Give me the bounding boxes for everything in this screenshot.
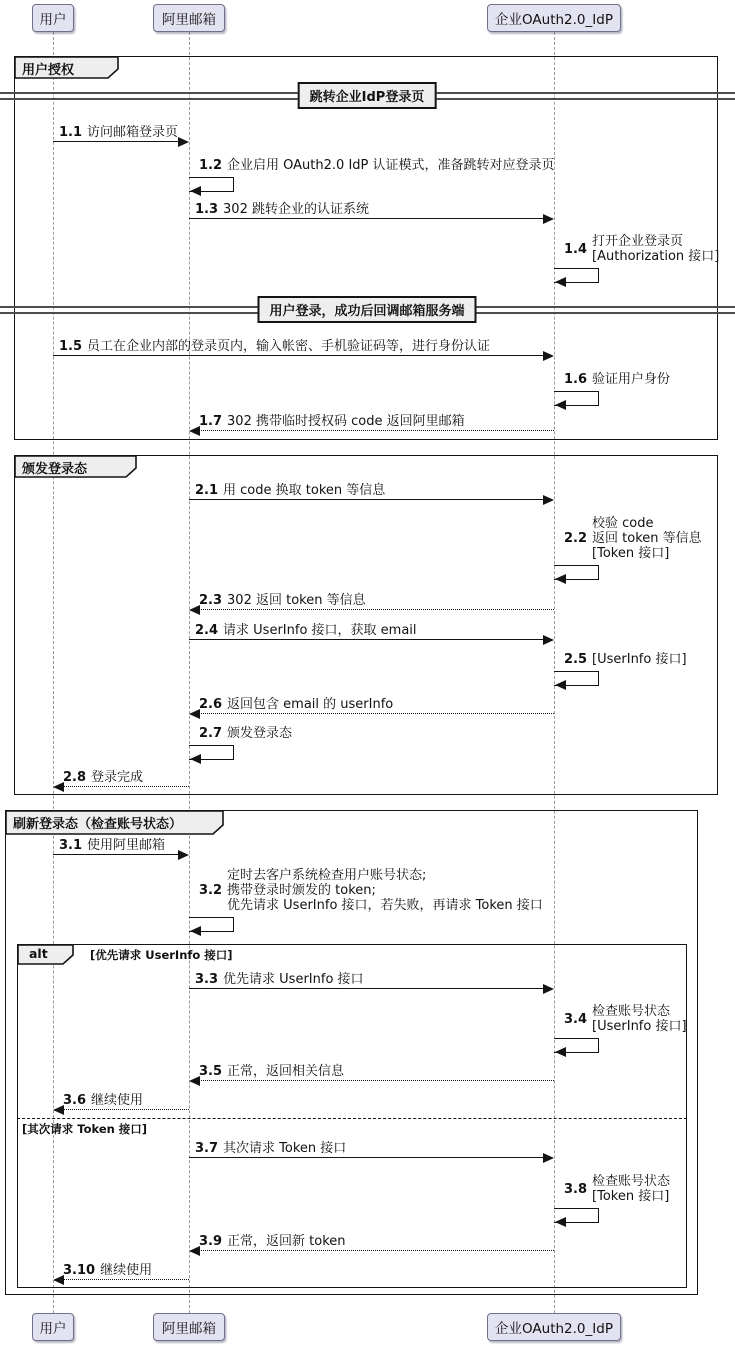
self-arrowhead-2.7 (190, 754, 201, 764)
message-1.1-number: 1.1 (59, 125, 83, 140)
message-3.2-line-2: 携带登录时颁发的 token; (227, 883, 376, 898)
arrow-3.1 (53, 854, 179, 855)
message-2.2-line-2: 返回 token 等信息 (592, 531, 702, 546)
message-2.4-text: 请求 UserInfo 接口，获取 email (223, 623, 417, 638)
arrow-3.3 (189, 988, 544, 989)
message-1.4-line-1: 打开企业登录页 (592, 234, 684, 249)
message-3.1 (59, 838, 165, 853)
message-1.6-line-1: 验证用户身份 (592, 372, 671, 387)
message-1.5 (59, 339, 490, 354)
alt-branch2-condition: [其次请求 Token 接口] (22, 1122, 148, 1136)
message-3.5 (199, 1064, 344, 1079)
self-arrowhead-3.2 (190, 926, 201, 936)
participant-enterprise-idp-bottom (487, 1313, 621, 1341)
message-1.1-text: 访问邮箱登录页 (87, 125, 179, 140)
message-2.4-number: 2.4 (195, 623, 219, 638)
message-1.2 (199, 158, 555, 173)
message-2.8 (63, 770, 143, 785)
message-3.5-number: 3.5 (199, 1064, 223, 1079)
message-2.2-line-1: 校验 code (592, 516, 654, 531)
participant-user-top (32, 4, 74, 32)
message-2.7 (199, 726, 292, 741)
self-arrowhead-3.8 (555, 1217, 566, 1227)
alt-else-separator (17, 1118, 687, 1119)
arrowhead-3.9 (189, 1246, 200, 1256)
message-1.4-line-2: [Authorization 接口] (592, 249, 720, 264)
arrow-3.5 (199, 1080, 554, 1081)
arrow-2.8 (63, 786, 189, 787)
group-issue-login-state-title: 颁发登录态 (22, 462, 88, 477)
arrow-3.9 (199, 1250, 554, 1251)
message-2.1-text: 用 code 换取 token 等信息 (223, 483, 386, 498)
message-3.8-text (592, 1174, 670, 1204)
message-2.2-number: 2.2 (564, 531, 588, 546)
message-3.7 (195, 1141, 346, 1156)
arrow-1.5 (53, 355, 544, 356)
self-arrowhead-1.4 (555, 277, 566, 287)
arrow-2.4 (189, 639, 544, 640)
message-1.4-number: 1.4 (564, 241, 588, 257)
arrow-2.1 (189, 499, 544, 500)
message-2.3 (199, 593, 366, 608)
message-2.7-text (227, 726, 292, 741)
self-arrowhead-2.2 (555, 574, 566, 584)
message-2.2-text (592, 516, 702, 561)
arrow-1.7 (199, 430, 554, 431)
arrow-1.1 (53, 141, 179, 142)
message-2.8-number: 2.8 (63, 770, 87, 785)
message-3.6 (63, 1093, 143, 1108)
message-1.4-text (592, 234, 719, 264)
message-2.3-text: 302 返回 token 等信息 (227, 593, 366, 608)
arrowhead-3.6 (53, 1105, 64, 1115)
message-3.8-line-2: [Token 接口] (592, 1189, 670, 1204)
message-2.3-number: 2.3 (199, 593, 223, 608)
self-arrowhead-3.4 (555, 1047, 566, 1057)
message-1.5-text: 员工在企业内部的登录页内，输入帐密、手机验证码等，进行身份认证 (87, 339, 491, 354)
message-3.6-text: 继续使用 (91, 1093, 144, 1108)
arrowhead-3.3 (543, 984, 554, 994)
arrowhead-2.8 (53, 782, 64, 792)
message-2.2-line-3: [Token 接口] (592, 546, 670, 561)
divider-2-label: 用户登录，成功后回调邮箱服务端 (257, 296, 476, 323)
message-1.7 (199, 414, 465, 429)
message-2.6-number: 2.6 (199, 697, 223, 712)
participant-enterprise-idp-label: 企业OAuth2.0_IdP (495, 1321, 613, 1337)
message-2.5-line-1: [UserInfo 接口] (592, 652, 687, 667)
message-1.3-text: 302 跳转企业的认证系统 (223, 202, 369, 217)
arrowhead-3.1 (178, 850, 189, 860)
arrowhead-3.5 (189, 1076, 200, 1086)
arrowhead-2.3 (189, 605, 200, 615)
message-3.8-number: 3.8 (564, 1181, 588, 1197)
arrow-2.6 (199, 713, 554, 714)
message-3.6-number: 3.6 (63, 1093, 87, 1108)
participant-alimail-label: 阿里邮箱 (162, 1321, 216, 1337)
arrow-3.7 (189, 1157, 544, 1158)
self-arrowhead-1.2 (190, 186, 201, 196)
arrowhead-2.1 (543, 495, 554, 505)
message-2.1-number: 2.1 (195, 483, 219, 498)
alt-keyword: alt (29, 946, 48, 961)
message-2.7-number: 2.7 (199, 726, 223, 741)
message-3.1-number: 3.1 (59, 838, 83, 853)
message-3.2-text (227, 868, 543, 913)
group-user-authorization-title: 用户授权 (22, 63, 75, 78)
message-1.6-text (592, 372, 670, 387)
message-3.2-line-1: 定时去客户系统检查用户账号状态; (227, 868, 427, 883)
participant-user-label: 用户 (39, 12, 67, 28)
message-1.6 (564, 372, 670, 387)
message-1.2-line-1: 企业启用 OAuth2.0 IdP 认证模式，准备跳转对应登录页 (227, 158, 555, 173)
message-2.4 (195, 623, 417, 638)
message-3.10 (63, 1263, 152, 1278)
arrowhead-1.1 (178, 137, 189, 147)
message-3.3-number: 3.3 (195, 972, 219, 987)
message-3.9-number: 3.9 (199, 1234, 223, 1249)
message-1.2-text (227, 158, 554, 173)
message-1.1 (59, 125, 178, 140)
message-2.6-text: 返回包含 email 的 userInfo (227, 697, 394, 712)
message-1.4 (564, 234, 719, 264)
arrowhead-1.7 (189, 426, 200, 436)
participant-enterprise-idp-top (487, 4, 621, 32)
message-2.6 (199, 697, 393, 712)
message-2.5 (564, 652, 687, 667)
message-3.2-line-3: 优先请求 UserInfo 接口，若失败，再请求 Token 接口 (227, 898, 543, 913)
arrowhead-3.7 (543, 1153, 554, 1163)
message-3.9-text: 正常，返回新 token (227, 1234, 346, 1249)
message-2.5-text (592, 652, 687, 667)
message-1.2-number: 1.2 (199, 158, 223, 173)
message-3.5-text: 正常，返回相关信息 (227, 1064, 345, 1079)
participant-alimail-bottom (153, 1313, 225, 1341)
divider-1-label: 跳转企业IdP登录页 (298, 82, 437, 109)
message-3.7-number: 3.7 (195, 1141, 219, 1156)
participant-user-label: 用户 (39, 1321, 67, 1337)
message-3.4 (564, 1004, 687, 1034)
participant-alimail-top (153, 4, 225, 32)
self-arrowhead-2.5 (555, 680, 566, 690)
message-3.4-number: 3.4 (564, 1011, 588, 1027)
self-arrowhead-1.6 (555, 400, 566, 410)
alt-branch1-condition: [优先请求 UserInfo 接口] (90, 948, 233, 962)
message-2.7-line-1: 颁发登录态 (227, 726, 293, 741)
message-1.3 (195, 202, 369, 217)
message-1.6-number: 1.6 (564, 372, 588, 387)
arrowhead-1.3 (543, 214, 554, 224)
message-1.3-number: 1.3 (195, 202, 219, 217)
participant-user-bottom (32, 1313, 74, 1341)
arrowhead-2.6 (189, 709, 200, 719)
arrow-3.6 (63, 1109, 189, 1110)
message-3.2-number: 3.2 (199, 883, 223, 898)
participant-enterprise-idp-label: 企业OAuth2.0_IdP (495, 12, 613, 28)
participant-alimail-label: 阿里邮箱 (162, 12, 216, 28)
message-3.10-text: 继续使用 (100, 1263, 153, 1278)
message-3.3-text: 优先请求 UserInfo 接口 (223, 972, 364, 987)
message-1.7-number: 1.7 (199, 414, 223, 429)
message-3.9 (199, 1234, 346, 1249)
message-3.4-line-2: [UserInfo 接口] (592, 1019, 687, 1034)
alt-frame (17, 944, 687, 1288)
message-3.7-text: 其次请求 Token 接口 (223, 1141, 347, 1156)
arrowhead-2.4 (543, 635, 554, 645)
arrow-1.3 (189, 218, 544, 219)
message-3.2 (199, 868, 543, 913)
arrow-3.10 (63, 1279, 189, 1280)
message-3.8-line-1: 检查账号状态 (592, 1174, 671, 1189)
message-3.3 (195, 972, 364, 987)
message-3.1-text: 使用阿里邮箱 (87, 838, 166, 853)
message-3.8 (564, 1174, 670, 1204)
arrowhead-3.10 (53, 1275, 64, 1285)
arrowhead-1.5 (543, 351, 554, 361)
group-refresh-login-state-title: 刷新登录态（检查账号状态） (13, 817, 183, 832)
message-1.7-text: 302 携带临时授权码 code 返回阿里邮箱 (227, 414, 465, 429)
message-2.1 (195, 483, 385, 498)
message-2.2 (564, 516, 702, 561)
message-1.5-number: 1.5 (59, 339, 83, 354)
message-3.10-number: 3.10 (63, 1263, 96, 1278)
message-3.4-line-1: 检查账号状态 (592, 1004, 671, 1019)
message-2.8-text: 登录完成 (91, 770, 144, 785)
arrow-2.3 (199, 609, 554, 610)
message-3.4-text (592, 1004, 687, 1034)
message-2.5-number: 2.5 (564, 652, 588, 667)
